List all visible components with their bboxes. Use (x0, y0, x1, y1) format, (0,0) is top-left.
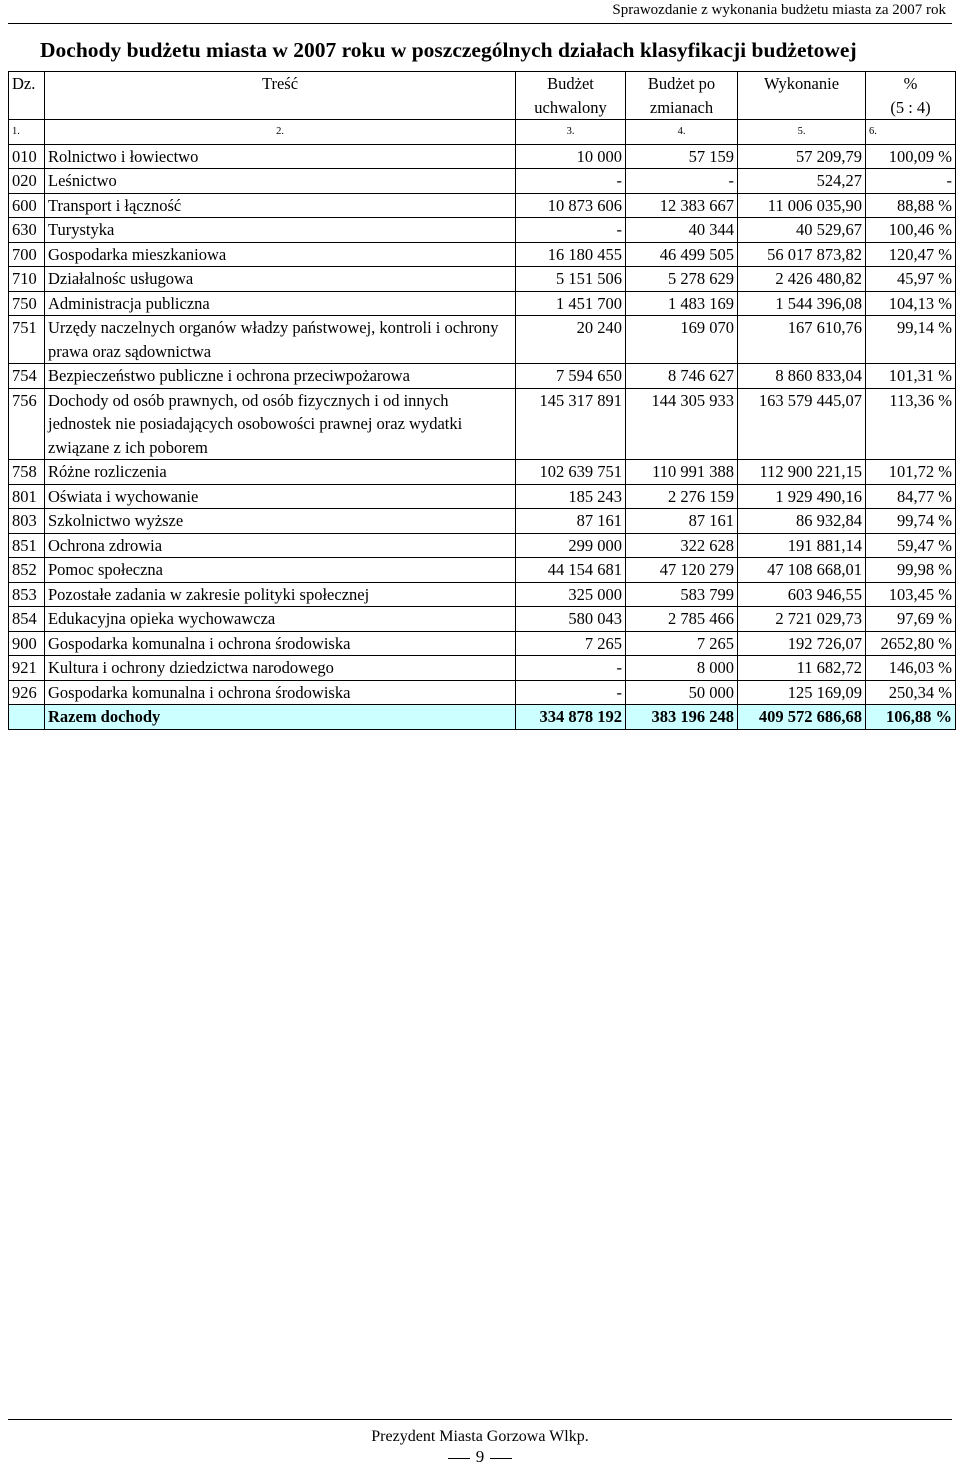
cell-procent: 84,77 % (866, 484, 956, 509)
table-row (9, 631, 956, 656)
cell-dz: 851 (9, 533, 45, 558)
cell-po-zmianach: 2 276 159 (626, 484, 738, 509)
cell-wykonanie: 57 209,79 (738, 144, 866, 169)
table-row (9, 509, 956, 534)
cell-wykonanie: 192 726,07 (738, 631, 866, 656)
table-header-row (9, 72, 956, 120)
col-header-po-zmianach: Budżet po zmianach (626, 72, 738, 120)
cell-procent: 88,88 % (866, 193, 956, 218)
total-uchwalony: 334 878 192 (516, 705, 626, 730)
cell-uchwalony: 580 043 (516, 607, 626, 632)
cell-uchwalony: 299 000 (516, 533, 626, 558)
cell-wykonanie: 603 946,55 (738, 582, 866, 607)
col-header-procent: % (5 : 4) (866, 72, 956, 120)
table-row (9, 388, 956, 460)
cell-wykonanie: 2 721 029,73 (738, 607, 866, 632)
total-row (9, 705, 956, 730)
col-header-uchwalony: Budżet uchwalony (516, 72, 626, 120)
cell-wykonanie: 86 932,84 (738, 509, 866, 534)
cell-dz: 600 (9, 193, 45, 218)
cell-uchwalony: 10 000 (516, 144, 626, 169)
cell-procent: 113,36 % (866, 388, 956, 460)
total-po-zmianach: 383 196 248 (626, 705, 738, 730)
table-row (9, 169, 956, 194)
cell-uchwalony: 102 639 751 (516, 460, 626, 485)
cell-uchwalony: 1 451 700 (516, 291, 626, 316)
cell-name: Szkolnictwo wyższe (45, 509, 516, 534)
cell-procent: 100,46 % (866, 218, 956, 243)
cell-name: Działalnośc usługowa (45, 267, 516, 292)
cell-po-zmianach: - (626, 169, 738, 194)
total-label: Razem dochody (45, 705, 516, 730)
cell-dz: 921 (9, 656, 45, 681)
cell-name: Oświata i wychowanie (45, 484, 516, 509)
cell-wykonanie: 167 610,76 (738, 316, 866, 364)
cell-uchwalony: 10 873 606 (516, 193, 626, 218)
cell-wykonanie: 125 169,09 (738, 680, 866, 705)
cell-dz: 710 (9, 267, 45, 292)
footer-divider (8, 1419, 952, 1420)
cell-dz: 750 (9, 291, 45, 316)
cell-procent: 104,13 % (866, 291, 956, 316)
column-number: 5. (738, 120, 866, 145)
header-divider (8, 23, 952, 24)
cell-name: Pozostałe zadania w zakresie polityki społecznej (45, 582, 516, 607)
table-row (9, 218, 956, 243)
cell-procent: 99,98 % (866, 558, 956, 583)
cell-dz: 900 (9, 631, 45, 656)
cell-name: Ochrona zdrowia (45, 533, 516, 558)
table-row (9, 656, 956, 681)
table-row (9, 460, 956, 485)
cell-name: Leśnictwo (45, 169, 516, 194)
cell-uchwalony: 5 151 506 (516, 267, 626, 292)
cell-dz: 801 (9, 484, 45, 509)
cell-name: Kultura i ochrony dziedzictwa narodowego (45, 656, 516, 681)
cell-uchwalony: 20 240 (516, 316, 626, 364)
table-row (9, 144, 956, 169)
cell-procent: 97,69 % (866, 607, 956, 632)
cell-name: Gospodarka komunalna i ochrona środowiska (45, 631, 516, 656)
cell-wykonanie: 112 900 221,15 (738, 460, 866, 485)
total-procent: 106,88 % (866, 705, 956, 730)
cell-dz (9, 705, 45, 730)
cell-wykonanie: 163 579 445,07 (738, 388, 866, 460)
cell-dz: 010 (9, 144, 45, 169)
cell-name: Edukacyjna opieka wychowawcza (45, 607, 516, 632)
cell-dz: 853 (9, 582, 45, 607)
table-row (9, 680, 956, 705)
cell-procent: 146,03 % (866, 656, 956, 681)
cell-procent: 100,09 % (866, 144, 956, 169)
cell-po-zmianach: 110 991 388 (626, 460, 738, 485)
column-number: 6. (866, 120, 956, 145)
table-row (9, 607, 956, 632)
cell-uchwalony: 325 000 (516, 582, 626, 607)
cell-uchwalony: 7 265 (516, 631, 626, 656)
cell-dz: 751 (9, 316, 45, 364)
col-header-wykonanie: Wykonanie (738, 72, 866, 120)
cell-po-zmianach: 40 344 (626, 218, 738, 243)
table-row (9, 484, 956, 509)
table-row (9, 193, 956, 218)
cell-name: Bezpieczeństwo publiczne i ochrona przeciwpożarowa (45, 364, 516, 389)
cell-dz: 803 (9, 509, 45, 534)
column-number: 1. (9, 120, 45, 145)
cell-procent: 99,74 % (866, 509, 956, 534)
cell-name: Turystyka (45, 218, 516, 243)
revenue-table (8, 71, 956, 730)
cell-procent: 120,47 % (866, 242, 956, 267)
cell-uchwalony: - (516, 169, 626, 194)
cell-po-zmianach: 87 161 (626, 509, 738, 534)
cell-po-zmianach: 57 159 (626, 144, 738, 169)
cell-po-zmianach: 322 628 (626, 533, 738, 558)
cell-procent: 99,14 % (866, 316, 956, 364)
cell-po-zmianach: 12 383 667 (626, 193, 738, 218)
cell-dz: 758 (9, 460, 45, 485)
cell-wykonanie: 8 860 833,04 (738, 364, 866, 389)
cell-dz: 852 (9, 558, 45, 583)
cell-name: Gospodarka komunalna i ochrona środowiska (45, 680, 516, 705)
cell-procent: 250,34 % (866, 680, 956, 705)
cell-dz: 020 (9, 169, 45, 194)
cell-procent: 59,47 % (866, 533, 956, 558)
table-body (9, 144, 956, 729)
table-row (9, 558, 956, 583)
cell-uchwalony: 44 154 681 (516, 558, 626, 583)
col-header-dz: Dz. (9, 72, 45, 120)
cell-po-zmianach: 47 120 279 (626, 558, 738, 583)
cell-po-zmianach: 50 000 (626, 680, 738, 705)
cell-uchwalony: 145 317 891 (516, 388, 626, 460)
cell-wykonanie: 11 682,72 (738, 656, 866, 681)
cell-dz: 630 (9, 218, 45, 243)
cell-wykonanie: 40 529,67 (738, 218, 866, 243)
table-row (9, 242, 956, 267)
cell-wykonanie: 524,27 (738, 169, 866, 194)
cell-procent: 45,97 % (866, 267, 956, 292)
running-header: Sprawozdanie z wykonania budżetu miasta za 2007 rok (612, 2, 946, 18)
cell-procent: 2652,80 % (866, 631, 956, 656)
page-number: 9 (0, 1447, 960, 1467)
cell-name: Rolnictwo i łowiectwo (45, 144, 516, 169)
cell-wykonanie: 1 929 490,16 (738, 484, 866, 509)
cell-procent: 101,31 % (866, 364, 956, 389)
cell-uchwalony: - (516, 680, 626, 705)
cell-po-zmianach: 46 499 505 (626, 242, 738, 267)
cell-uchwalony: 185 243 (516, 484, 626, 509)
cell-po-zmianach: 1 483 169 (626, 291, 738, 316)
table-row (9, 582, 956, 607)
signature: Prezydent Miasta Gorzowa Wlkp. (371, 1428, 589, 1445)
cell-name: Dochody od osób prawnych, od osób fizycznych i od innych jednostek nie posiadających osobowości prawnej oraz wydatki związane z ich poborem (45, 388, 516, 460)
cell-wykonanie: 1 544 396,08 (738, 291, 866, 316)
cell-wykonanie: 11 006 035,90 (738, 193, 866, 218)
table-row (9, 291, 956, 316)
cell-po-zmianach: 5 278 629 (626, 267, 738, 292)
cell-wykonanie: 191 881,14 (738, 533, 866, 558)
table-row (9, 533, 956, 558)
table-row (9, 364, 956, 389)
cell-dz: 926 (9, 680, 45, 705)
cell-po-zmianach: 169 070 (626, 316, 738, 364)
total-wykonanie: 409 572 686,68 (738, 705, 866, 730)
cell-dz: 754 (9, 364, 45, 389)
cell-name: Transport i łączność (45, 193, 516, 218)
cell-po-zmianach: 7 265 (626, 631, 738, 656)
cell-po-zmianach: 583 799 (626, 582, 738, 607)
cell-dz: 756 (9, 388, 45, 460)
column-number: 3. (516, 120, 626, 145)
cell-name: Administracja publiczna (45, 291, 516, 316)
cell-procent: 103,45 % (866, 582, 956, 607)
cell-wykonanie: 2 426 480,82 (738, 267, 866, 292)
cell-po-zmianach: 144 305 933 (626, 388, 738, 460)
cell-po-zmianach: 2 785 466 (626, 607, 738, 632)
cell-name: Urzędy naczelnych organów władzy państwowej, kontroli i ochrony prawa oraz sądownictwa (45, 316, 516, 364)
page-title: Dochody budżetu miasta w 2007 roku w poszczególnych działach klasyfikacji budżetowej (40, 38, 857, 62)
cell-uchwalony: - (516, 656, 626, 681)
cell-po-zmianach: 8 000 (626, 656, 738, 681)
cell-wykonanie: 56 017 873,82 (738, 242, 866, 267)
cell-uchwalony: 87 161 (516, 509, 626, 534)
cell-uchwalony: 7 594 650 (516, 364, 626, 389)
column-number: 4. (626, 120, 738, 145)
col-header-tresc: Treść (45, 72, 516, 120)
table-row (9, 316, 956, 364)
cell-dz: 854 (9, 607, 45, 632)
cell-name: Różne rozliczenia (45, 460, 516, 485)
cell-po-zmianach: 8 746 627 (626, 364, 738, 389)
cell-dz: 700 (9, 242, 45, 267)
cell-procent: 101,72 % (866, 460, 956, 485)
cell-uchwalony: 16 180 455 (516, 242, 626, 267)
cell-uchwalony: - (516, 218, 626, 243)
column-number-row (9, 120, 956, 145)
cell-procent: - (866, 169, 956, 194)
column-number: 2. (45, 120, 516, 145)
cell-name: Pomoc społeczna (45, 558, 516, 583)
cell-name: Gospodarka mieszkaniowa (45, 242, 516, 267)
cell-wykonanie: 47 108 668,01 (738, 558, 866, 583)
table-row (9, 267, 956, 292)
